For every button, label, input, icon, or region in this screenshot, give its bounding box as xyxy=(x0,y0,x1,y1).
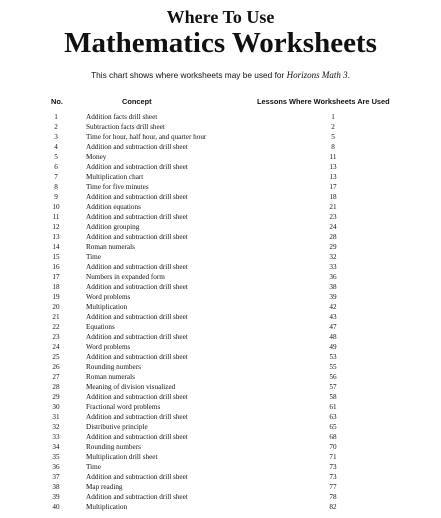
row-lesson: 13 xyxy=(329,173,337,181)
row-concept: Addition and subtraction drill sheet xyxy=(86,283,188,291)
row-lesson: 32 xyxy=(329,253,337,261)
row-lesson: 38 xyxy=(329,283,337,291)
row-concept: Addition and subtraction drill sheet xyxy=(86,143,188,151)
row-concept: Subtraction facts drill sheet xyxy=(86,123,165,131)
row-number: 16 xyxy=(52,263,60,271)
row-concept: Time for five minutes xyxy=(86,183,149,191)
row-lesson: 47 xyxy=(329,323,337,331)
table-row xyxy=(0,252,441,262)
row-number: 30 xyxy=(52,403,60,411)
row-lesson: 70 xyxy=(329,443,337,451)
row-number: 8 xyxy=(54,183,58,191)
row-lesson: 28 xyxy=(329,233,337,241)
row-concept: Time xyxy=(86,463,101,471)
row-number: 19 xyxy=(52,293,60,301)
table-row xyxy=(0,282,441,292)
row-lesson: 1 xyxy=(331,113,335,121)
row-lesson: 18 xyxy=(329,193,337,201)
row-concept: Addition and subtraction drill sheet xyxy=(86,213,188,221)
row-lesson: 71 xyxy=(329,453,337,461)
intro-prefix: This chart shows where worksheets may be used for xyxy=(91,70,287,80)
row-concept: Word problems xyxy=(86,293,131,301)
row-lesson: 43 xyxy=(329,313,337,321)
table-row xyxy=(0,362,441,372)
row-lesson: 39 xyxy=(329,293,337,301)
row-concept: Map reading xyxy=(86,483,123,491)
table-row xyxy=(0,492,441,502)
title-line-1: Where To Use xyxy=(166,7,275,27)
table-row xyxy=(0,272,441,282)
row-concept: Time for hour, half hour, and quarter hour xyxy=(86,133,207,141)
table-row xyxy=(0,382,441,392)
row-concept: Multiplication drill sheet xyxy=(86,453,158,461)
table-row xyxy=(0,292,441,302)
row-concept: Addition and subtraction drill sheet xyxy=(86,393,188,401)
row-number: 14 xyxy=(52,243,60,251)
table-row xyxy=(0,432,441,442)
column-header-lessons: Lessons Where Worksheets Are Used xyxy=(257,97,390,106)
row-number: 6 xyxy=(54,163,58,171)
row-number: 17 xyxy=(52,273,60,281)
row-concept: Addition and subtraction drill sheet xyxy=(86,163,188,171)
row-concept: Addition and subtraction drill sheet xyxy=(86,433,188,441)
table-row xyxy=(0,352,441,362)
row-number: 12 xyxy=(52,223,60,231)
column-header-concept: Concept xyxy=(122,97,152,106)
row-concept: Rounding numbers xyxy=(86,443,141,451)
row-number: 21 xyxy=(52,313,60,321)
row-lesson: 82 xyxy=(329,503,337,511)
row-concept: Addition and subtraction drill sheet xyxy=(86,493,188,501)
table-row xyxy=(0,392,441,402)
table-row xyxy=(0,502,441,512)
page-title: Mathematics Worksheets xyxy=(64,27,377,59)
row-lesson: 8 xyxy=(331,143,335,151)
table-row xyxy=(0,152,441,162)
table-row xyxy=(0,372,441,382)
row-lesson: 77 xyxy=(329,483,337,491)
row-concept: Addition and subtraction drill sheet xyxy=(86,333,188,341)
row-number: 35 xyxy=(52,453,60,461)
row-concept: Addition and subtraction drill sheet xyxy=(86,353,188,361)
row-number: 25 xyxy=(52,353,60,361)
row-lesson: 11 xyxy=(329,153,337,161)
row-lesson: 5 xyxy=(331,133,335,141)
row-lesson: 17 xyxy=(329,183,337,191)
row-concept: Equations xyxy=(86,323,115,331)
table-row xyxy=(0,422,441,432)
row-concept: Rounding numbers xyxy=(86,363,141,371)
row-concept: Roman numerals xyxy=(86,373,135,381)
table-row xyxy=(0,262,441,272)
row-lesson: 2 xyxy=(331,123,335,131)
row-number: 36 xyxy=(52,463,60,471)
row-number: 27 xyxy=(52,373,60,381)
row-lesson: 56 xyxy=(329,373,337,381)
row-number: 24 xyxy=(52,343,60,351)
row-number: 31 xyxy=(52,413,60,421)
row-concept: Addition equations xyxy=(86,203,141,211)
row-concept: Distributive principle xyxy=(86,423,148,431)
row-number: 5 xyxy=(54,153,58,161)
row-number: 15 xyxy=(52,253,60,261)
row-concept: Meaning of division visualized xyxy=(86,383,176,391)
table-row xyxy=(0,192,441,202)
table-row xyxy=(0,342,441,352)
row-number: 2 xyxy=(54,123,58,131)
table-row xyxy=(0,132,441,142)
row-lesson: 24 xyxy=(329,223,337,231)
table-row xyxy=(0,112,441,122)
row-number: 28 xyxy=(52,383,60,391)
table-row xyxy=(0,312,441,322)
row-number: 34 xyxy=(52,443,60,451)
row-number: 38 xyxy=(52,483,60,491)
intro-suffix: . xyxy=(347,70,350,80)
row-number: 22 xyxy=(52,323,60,331)
row-lesson: 21 xyxy=(329,203,337,211)
table-row xyxy=(0,332,441,342)
row-number: 40 xyxy=(52,503,60,511)
row-number: 29 xyxy=(52,393,60,401)
row-lesson: 73 xyxy=(329,463,337,471)
row-number: 37 xyxy=(52,473,60,481)
table-row xyxy=(0,242,441,252)
row-lesson: 55 xyxy=(329,363,337,371)
row-concept: Addition and subtraction drill sheet xyxy=(86,413,188,421)
row-lesson: 63 xyxy=(329,413,337,421)
table-row xyxy=(0,122,441,132)
row-lesson: 23 xyxy=(329,213,337,221)
row-concept: Addition and subtraction drill sheet xyxy=(86,233,188,241)
row-number: 10 xyxy=(52,203,60,211)
table-row xyxy=(0,302,441,312)
row-lesson: 33 xyxy=(329,263,337,271)
row-number: 26 xyxy=(52,363,60,371)
row-number: 9 xyxy=(54,193,58,201)
row-concept: Fractional word problems xyxy=(86,403,161,411)
table-row xyxy=(0,202,441,212)
row-number: 32 xyxy=(52,423,60,431)
row-concept: Addition and subtraction drill sheet xyxy=(86,313,188,321)
table-row xyxy=(0,472,441,482)
row-number: 7 xyxy=(54,173,58,181)
row-lesson: 65 xyxy=(329,423,337,431)
row-lesson: 58 xyxy=(329,393,337,401)
row-number: 20 xyxy=(52,303,60,311)
row-lesson: 29 xyxy=(329,243,337,251)
row-concept: Addition and subtraction drill sheet xyxy=(86,473,188,481)
row-concept: Numbers in expanded form xyxy=(86,273,165,281)
row-lesson: 73 xyxy=(329,473,337,481)
row-number: 4 xyxy=(54,143,58,151)
row-lesson: 49 xyxy=(329,343,337,351)
row-number: 3 xyxy=(54,133,58,141)
row-number: 33 xyxy=(52,433,60,441)
row-lesson: 48 xyxy=(329,333,337,341)
row-number: 1 xyxy=(54,113,58,121)
table-row xyxy=(0,172,441,182)
row-lesson: 36 xyxy=(329,273,337,281)
row-concept: Multiplication chart xyxy=(86,173,144,181)
table-row xyxy=(0,452,441,462)
table-row xyxy=(0,322,441,332)
table-row xyxy=(0,412,441,422)
table-row xyxy=(0,162,441,172)
table-row xyxy=(0,182,441,192)
table-row xyxy=(0,222,441,232)
row-concept: Time xyxy=(86,253,101,261)
table-row xyxy=(0,442,441,452)
row-concept: Addition grouping xyxy=(86,223,140,231)
intro-text xyxy=(0,70,441,80)
table-row xyxy=(0,212,441,222)
row-lesson: 68 xyxy=(329,433,337,441)
row-lesson: 78 xyxy=(329,493,337,501)
row-number: 39 xyxy=(52,493,60,501)
row-number: 13 xyxy=(52,233,60,241)
row-lesson: 53 xyxy=(329,353,337,361)
row-concept: Word problems xyxy=(86,343,131,351)
row-number: 18 xyxy=(52,283,60,291)
book-title: Horizons Math 3 xyxy=(286,70,348,80)
row-concept: Addition and subtraction drill sheet xyxy=(86,263,188,271)
row-concept: Multiplication xyxy=(86,303,128,311)
row-number: 11 xyxy=(52,213,60,221)
table-row xyxy=(0,232,441,242)
row-concept: Multiplication xyxy=(86,503,128,511)
table-row xyxy=(0,142,441,152)
row-number: 23 xyxy=(52,333,60,341)
row-lesson: 42 xyxy=(329,303,337,311)
row-concept: Money xyxy=(86,153,107,161)
worksheet-table xyxy=(0,112,441,512)
row-lesson: 57 xyxy=(329,383,337,391)
row-lesson: 61 xyxy=(329,403,337,411)
row-concept: Addition and subtraction drill sheet xyxy=(86,193,188,201)
row-concept: Roman numerals xyxy=(86,243,135,251)
table-row xyxy=(0,482,441,492)
row-lesson: 13 xyxy=(329,163,337,171)
column-header-no: No. xyxy=(51,97,63,106)
table-row xyxy=(0,402,441,412)
row-concept: Addition facts drill sheet xyxy=(86,113,158,121)
table-row xyxy=(0,462,441,472)
